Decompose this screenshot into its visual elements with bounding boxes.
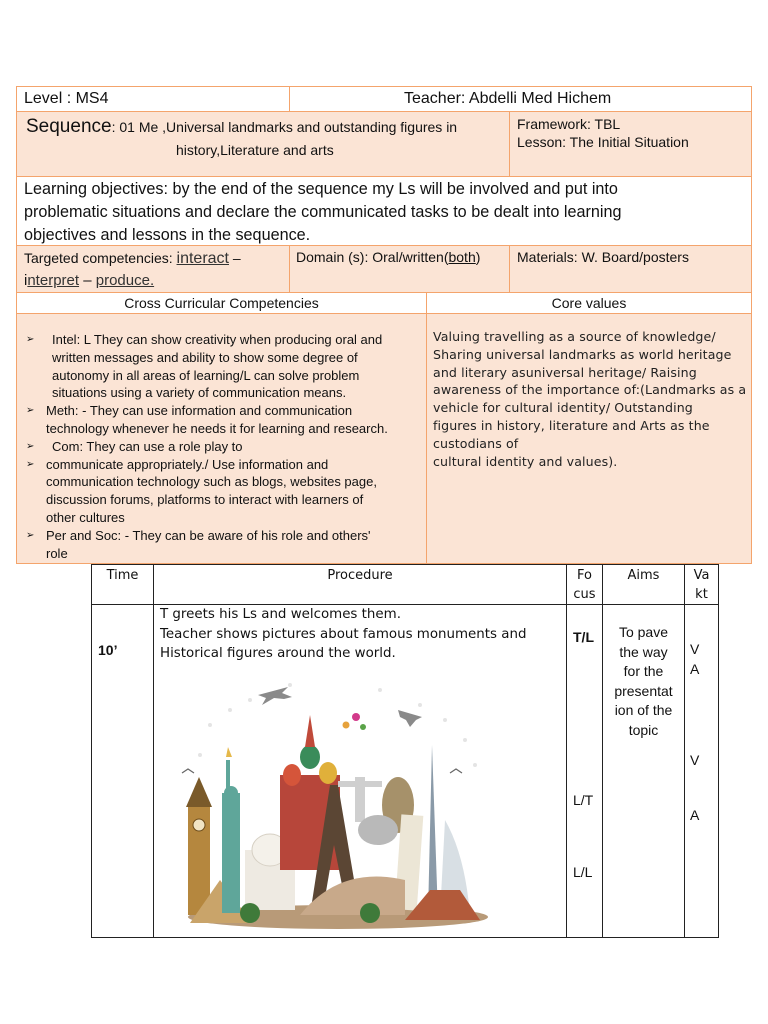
targeted-line-1 — [24, 250, 241, 268]
cross-line: autonomy in all areas of learning/L can solve problem — [52, 367, 360, 383]
procedure-line: Teacher shows pictures about famous monuments and — [160, 626, 527, 642]
cross-line: Meth: - They can use information and communication — [46, 403, 353, 419]
core-line: custodians of — [433, 435, 519, 451]
lesson-text — [517, 134, 689, 150]
core-line: vehicle for cultural identity/ Outstanding — [433, 400, 693, 416]
procedure-line: Historical figures around the world. — [160, 646, 396, 661]
aims-line: To pave — [618, 624, 669, 640]
aims-text — [602, 623, 685, 741]
targeted-interact: interact — [176, 250, 229, 267]
domain-both: both — [448, 249, 476, 265]
vakt-a-2: A — [690, 807, 700, 823]
cross-line: technology whenever he needs it for learning and research. — [46, 420, 388, 436]
cross-line: Intel: L They can show creativity when producing oral and — [52, 332, 383, 347]
focus-ll: L/L — [573, 864, 593, 880]
core-line: Sharing universal landmarks as world heritage — [433, 346, 732, 362]
domain-label: Domain (s) — [296, 249, 365, 265]
core-header: Core values — [551, 295, 627, 311]
core-line: awareness of the importance of:(Landmarks as a — [433, 382, 747, 398]
core-values-text — [433, 328, 746, 470]
framework-value: TBL — [590, 116, 621, 132]
bullet-arrow-icon: ➢ — [26, 440, 35, 452]
header-focus-2: cus — [573, 587, 596, 602]
objectives-line-1: Learning objectives: by the end of the sequence my Ls will be involved and put into — [24, 180, 618, 198]
cross-line: situations using a variety of communication means. — [52, 385, 347, 401]
aims-line: the way — [619, 643, 668, 660]
materials-label: Materials: — [517, 249, 578, 265]
balloon-icon — [352, 713, 360, 721]
domain-pre: : Oral/written( — [364, 249, 449, 265]
aims-line: topic — [628, 721, 659, 738]
objectives-line-3: objectives and lessons in the sequence. — [24, 226, 311, 244]
statue-of-liberty-icon — [222, 793, 240, 913]
cross-line: discussion forums, platforms to interact with learners of — [46, 492, 364, 508]
time-value: 10’ — [98, 642, 118, 658]
targeted-i: i — [24, 272, 28, 289]
framework-label: Framework: — [517, 116, 591, 132]
header-time: Time — [106, 568, 139, 583]
vakt-v-1: V — [690, 641, 700, 657]
cross-line: communicate appropriately./ Use information and — [46, 456, 329, 472]
cross-header: Cross Curricular Competencies — [124, 295, 319, 311]
focus-lt: L/T — [573, 792, 594, 808]
sequence-line-2: history,Literature and arts — [176, 142, 334, 158]
td-focus — [566, 604, 603, 938]
landmarks-collage-image — [170, 665, 500, 930]
vakt-v-2: V — [690, 752, 700, 768]
level-text: Level : MS4 — [24, 90, 109, 107]
cross-item-per-soc — [22, 527, 422, 563]
procedure-line: T greets his Ls and welcomes them. — [160, 607, 401, 622]
cross-item-com — [22, 438, 422, 456]
aims-line: ion of the — [614, 702, 673, 719]
aims-line: presentat — [614, 682, 673, 699]
bullet-arrow-icon: ➢ — [26, 458, 35, 470]
bullet-arrow-icon: ➢ — [26, 334, 35, 345]
cross-line: other cultures — [46, 509, 125, 525]
sequence-label: Sequence — [26, 116, 112, 137]
materials-value: W. Board/posters — [577, 249, 689, 265]
cross-item-meth — [22, 402, 422, 438]
focus-tl: T/L — [573, 629, 594, 645]
cross-item-communicate — [22, 456, 422, 527]
materials-text — [517, 249, 689, 265]
targeted-interpret: nterpret — [27, 272, 80, 289]
header-focus-1: Fo — [577, 568, 592, 583]
targeted-dash-1: – — [229, 250, 241, 266]
lesson-value: The Initial Situation — [566, 134, 689, 150]
core-line: cultural identity and values). — [433, 453, 618, 469]
domain-text — [296, 249, 480, 265]
balloon-icon — [360, 724, 366, 730]
bullet-arrow-icon: ➢ — [26, 529, 35, 541]
aims-line: for the — [623, 663, 664, 680]
targeted-produce: produce. — [95, 272, 155, 289]
lesson-label: Lesson: — [517, 134, 567, 150]
sequence-title-1: : 01 Me ,Universal landmarks and outstanding figures in — [111, 119, 458, 135]
vakt-a-1: A — [690, 661, 700, 677]
cross-line: Com: They can use a role play to — [52, 438, 243, 454]
domain-post: ) — [475, 249, 481, 265]
framework-text — [517, 116, 620, 132]
bullet-arrow-icon: ➢ — [26, 405, 35, 417]
balloon-icon — [343, 722, 350, 729]
targeted-label: Targeted competencies: — [24, 250, 177, 266]
targeted-line-2 — [24, 272, 154, 289]
header-vakt-2: kt — [695, 587, 708, 602]
header-vakt-1: Va — [693, 568, 710, 583]
objectives-line-2: problematic situations and declare the communicated tasks to be dealt into learning — [24, 203, 622, 221]
header-procedure: Procedure — [327, 568, 393, 583]
core-line: figures in history, literature and Arts as the — [433, 417, 710, 433]
cross-line: Per and Soc: - They can be aware of his role and others' — [46, 527, 371, 543]
cross-list — [22, 331, 422, 562]
sequence-line-1 — [26, 116, 457, 138]
cross-line: communication technology such as blogs, websites page, — [46, 474, 377, 490]
core-line: Valuing travelling as a source of knowledge/ — [433, 329, 716, 344]
header-aims: Aims — [627, 568, 660, 583]
cross-item-intel — [22, 331, 422, 402]
teacher-text: Teacher: Abdelli Med Hichem — [404, 90, 612, 107]
procedure-text — [160, 605, 526, 664]
cross-line: written messages and ability to show some degree of — [52, 349, 358, 365]
targeted-dash-2: – — [79, 272, 96, 289]
core-line: and literary asuniversal heritage/ Raising — [433, 364, 697, 380]
cross-line: role — [46, 545, 68, 561]
